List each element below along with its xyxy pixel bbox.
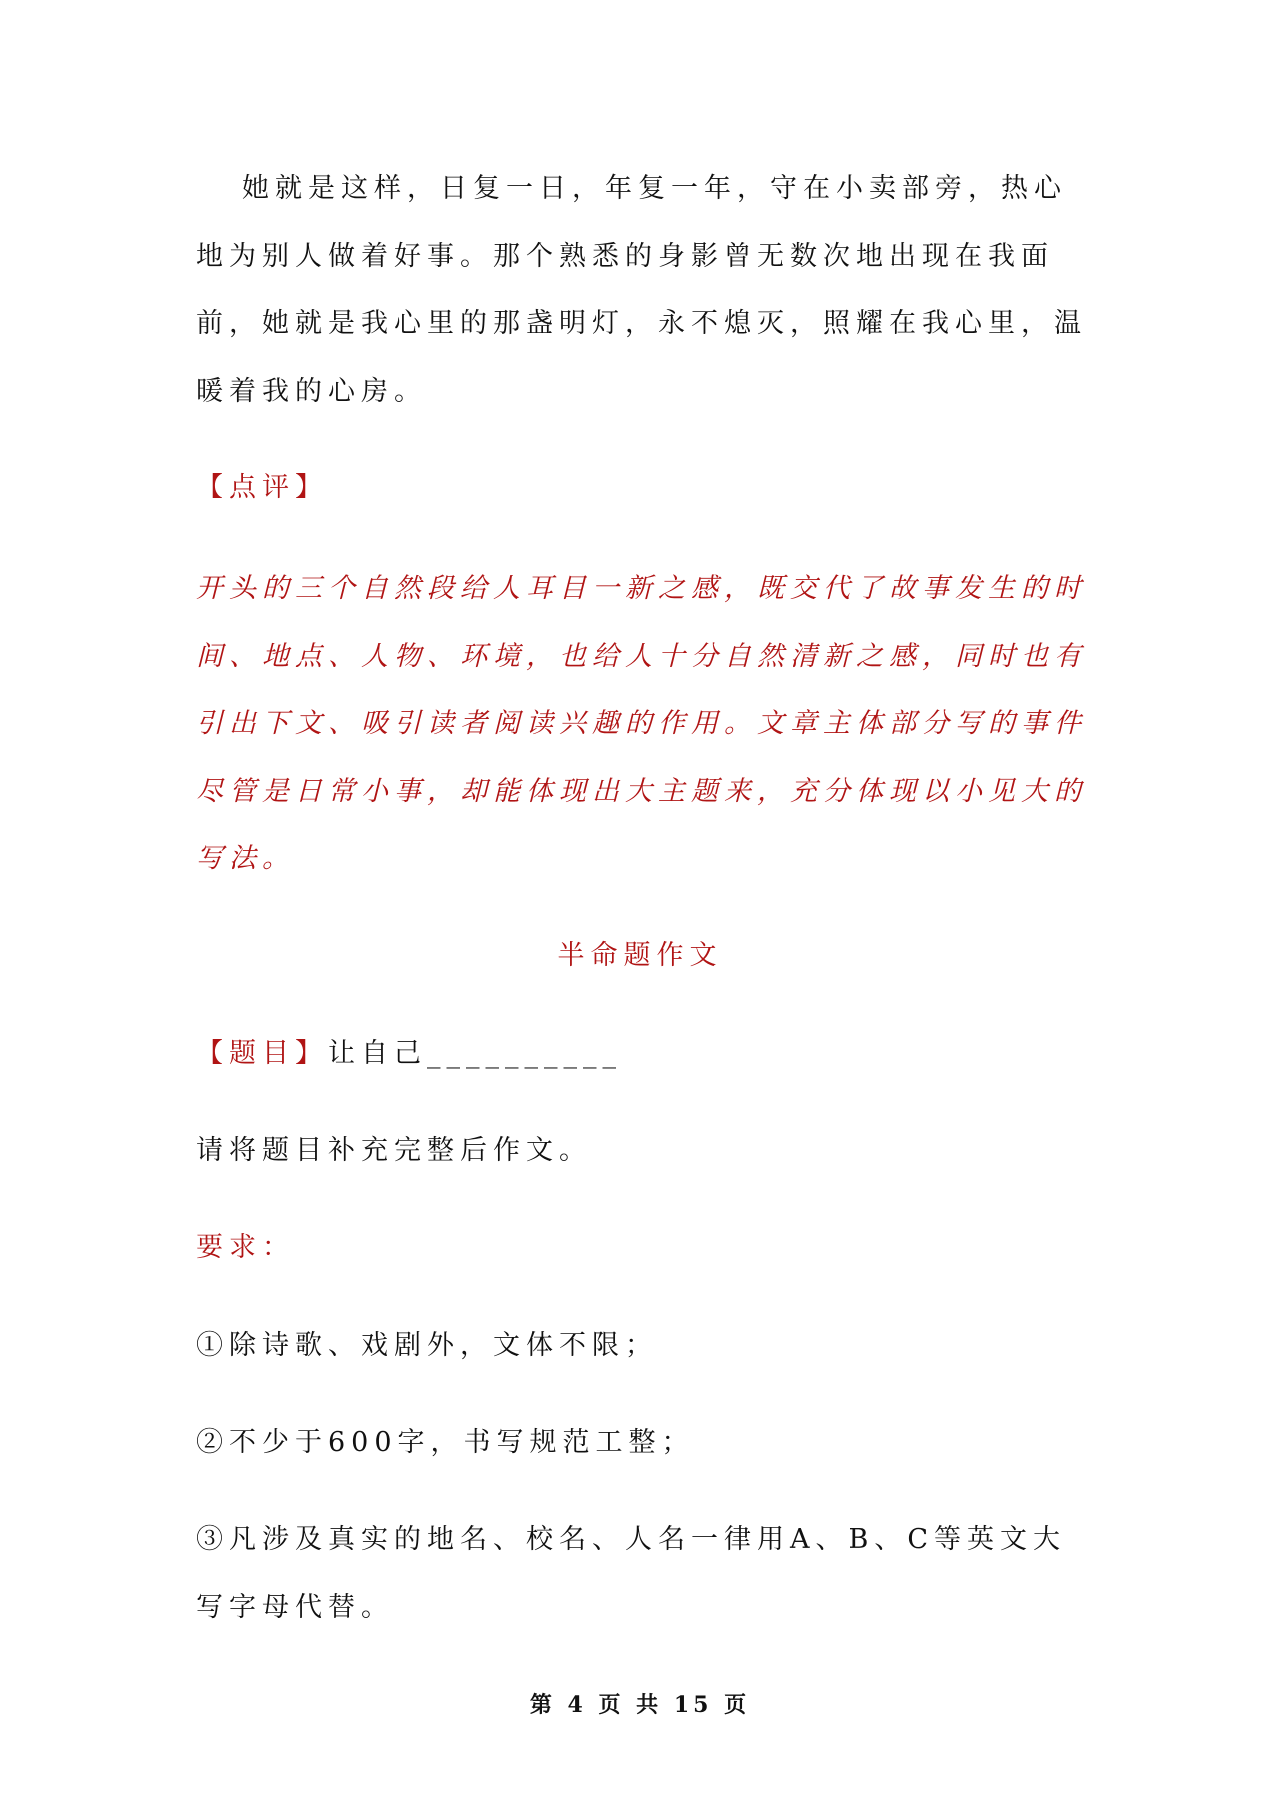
section-title: 半命题作文 — [557, 940, 723, 971]
topic-text: 让自己__________ — [328, 1038, 622, 1069]
story-closing-paragraph: 她就是这样，日复一日，年复一年，守在小卖部旁，热心地为别人做着好事。那个熟悉的身影曾无数次地出现在我面前，她就是我心里的那盏明灯，永不熄灭，照耀在我心里，温暖着我的心房。 — [196, 173, 1087, 407]
requirement-item: ③凡涉及真实的地名、校名、人名一律用A、B、C等英文大写字母代替。 — [196, 1524, 1066, 1623]
review-text: 开头的三个自然段给人耳目一新之感，既交代了故事发生的时间、地点、人物、环境，也给人十分自然清新之感，同时也有引出下文、吸引读者阅读兴趣的作用。文章主体部分写的事件尽管是日常小事，却能体现出大主题来，充分体现以小见大的写法。 — [196, 573, 1087, 874]
requirements-label: 要求： — [196, 1232, 295, 1263]
instruction-text: 请将题目补充完整后作文。 — [196, 1135, 592, 1166]
topic-line — [196, 1034, 1096, 1074]
review-label: 【点评】 — [196, 472, 328, 503]
requirement-item: ②不少于600字，书写规范工整； — [196, 1427, 695, 1458]
requirement-item: ①除诗歌、戏剧外，文体不限； — [196, 1330, 658, 1361]
topic-label: 【题目】 — [196, 1038, 328, 1069]
page-number-footer: 第 4 页 共 15 页 — [529, 1692, 751, 1718]
